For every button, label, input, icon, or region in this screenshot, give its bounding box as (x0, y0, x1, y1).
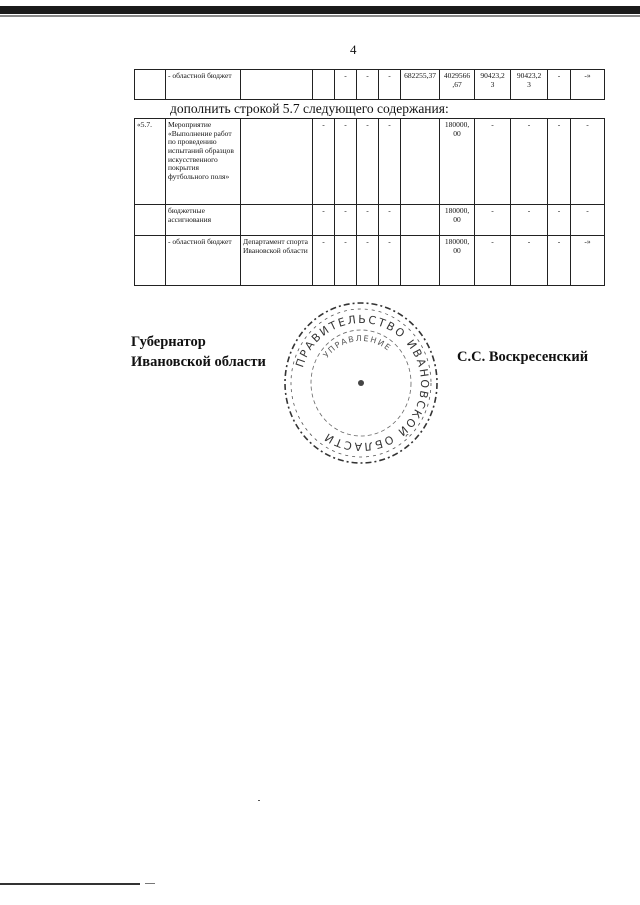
row-number (135, 205, 166, 236)
row-value: - (511, 236, 548, 286)
signatory-position-line1: Губернатор (131, 334, 206, 350)
row-value: - (379, 119, 401, 205)
row-value: - (335, 236, 357, 286)
row-value: - (357, 236, 379, 286)
seal-center-mark (358, 380, 364, 386)
row-value: 682255,37 (401, 70, 440, 100)
row-value: 90423,2 3 (511, 70, 548, 100)
row-name: Мероприятие «Выполнение работ по проведению испытаний образцов искусственного покрытия футбольного поля» (166, 119, 241, 205)
row-value: - (571, 119, 605, 205)
row-number (135, 236, 166, 286)
table-main (134, 118, 605, 286)
row-number: «5.7. (135, 119, 166, 205)
table-row (135, 70, 605, 100)
row-value: -» (571, 236, 605, 286)
scan-speck (258, 800, 260, 801)
row-value: - (379, 236, 401, 286)
row-value: - (475, 205, 511, 236)
row-value: - (548, 236, 571, 286)
official-seal (281, 298, 441, 468)
row-value: 180000, 00 (440, 236, 475, 286)
row-value: - (511, 119, 548, 205)
table-top-continuation (134, 69, 605, 100)
signatory-position (131, 333, 266, 372)
row-value: 180000, 00 (440, 119, 475, 205)
row-value: 180000, 00 (440, 205, 475, 236)
row-value: - (548, 205, 571, 236)
row-value: - (357, 119, 379, 205)
row-value: - (357, 70, 379, 100)
row-executor: Департамент спорта Ивановской области (241, 236, 313, 286)
row-value: - (313, 205, 335, 236)
row-value: - (335, 119, 357, 205)
amendment-instruction: дополнить строкой 5.7 следующего содержания: (170, 101, 449, 116)
signatory-position-line2: Ивановской области (131, 353, 266, 370)
row-value: - (475, 119, 511, 205)
row-executor (241, 119, 313, 205)
row-executor (241, 205, 313, 236)
row-value: 90423,2 3 (475, 70, 511, 100)
row-value: - (313, 119, 335, 205)
scan-top-border-thin (0, 15, 640, 17)
row-value: 4029566 ,67 (440, 70, 475, 100)
scan-bottom-mark-2 (145, 883, 155, 884)
signatory-name: С.С. Воскресенский (457, 349, 589, 365)
row-empty-cell (401, 236, 440, 286)
row-number (135, 70, 166, 100)
row-name: бюджетные ассигнования (166, 205, 241, 236)
row-name: - областной бюджет (166, 70, 241, 100)
table-row (135, 236, 605, 286)
row-value: - (335, 205, 357, 236)
table-row (135, 205, 605, 236)
row-value: - (313, 236, 335, 286)
row-value: - (379, 70, 401, 100)
table-row (135, 119, 605, 205)
scan-top-border (0, 6, 640, 14)
page-number: 4 (350, 42, 357, 57)
row-value: - (475, 236, 511, 286)
row-value: - (548, 70, 571, 100)
row-empty-cell (313, 70, 335, 100)
row-name: - областной бюджет (166, 236, 241, 286)
row-empty-cell (401, 119, 440, 205)
row-value: - (548, 119, 571, 205)
seal-inner-text: УПРАВЛЕНИЕ (321, 333, 394, 360)
row-value: - (511, 205, 548, 236)
row-empty-cell (401, 205, 440, 236)
row-value: -» (571, 70, 605, 100)
row-value: - (379, 205, 401, 236)
row-value: - (335, 70, 357, 100)
row-value: - (571, 205, 605, 236)
row-executor (241, 70, 313, 100)
seal-ring-text: ПРАВИТЕЛЬСТВО ИВАНОВСКОЙ ОБЛАСТИ (293, 312, 432, 454)
row-value: - (357, 205, 379, 236)
scan-bottom-mark (0, 883, 140, 885)
